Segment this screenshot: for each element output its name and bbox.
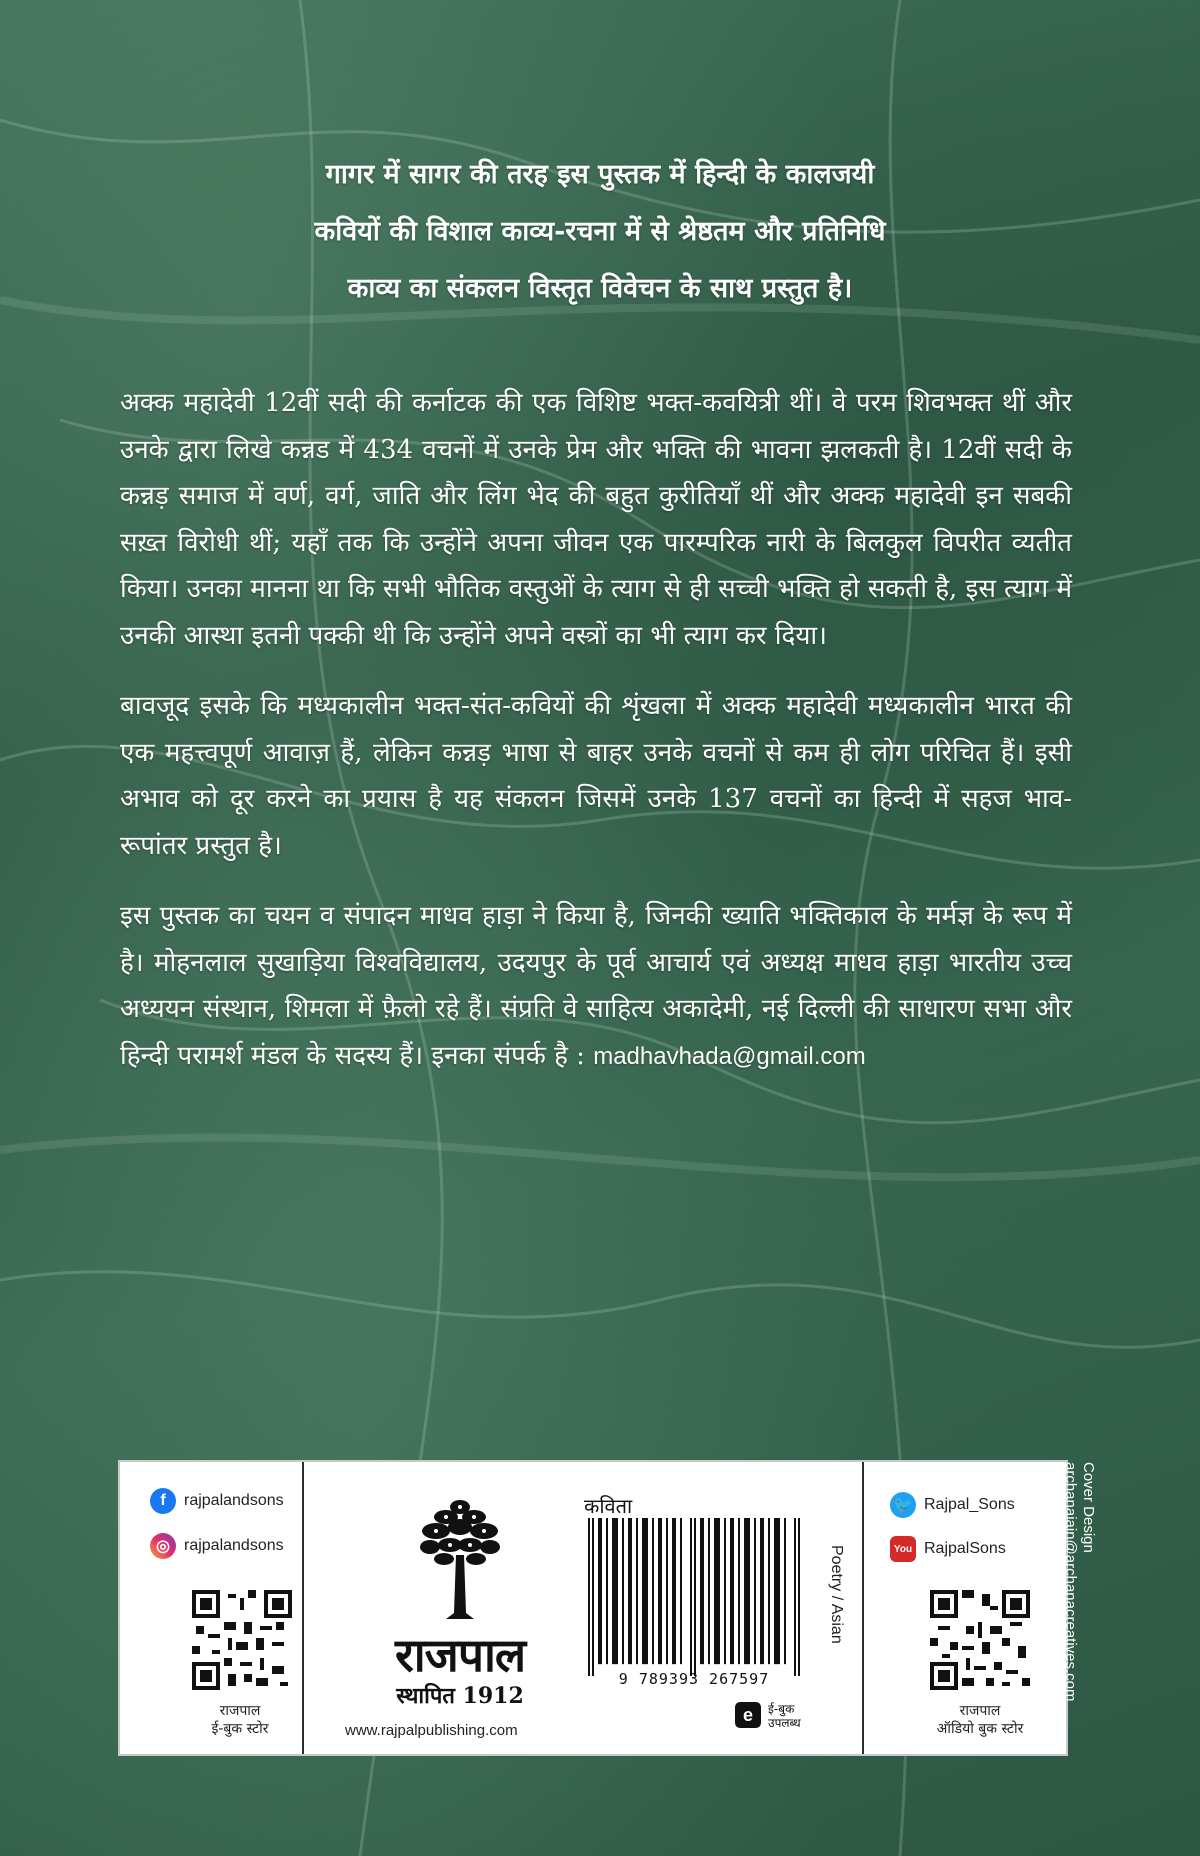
tree-logo-icon	[420, 1495, 500, 1620]
ebook-line: ई-बुक	[768, 1702, 795, 1716]
ebook-store-qr-code[interactable]	[192, 1590, 292, 1690]
divider	[862, 1462, 864, 1754]
youtube-icon: You	[890, 1536, 916, 1562]
qr-caption-line: ऑडियो बुक स्टोर	[936, 1721, 1024, 1737]
instagram-icon: ◎	[150, 1533, 176, 1559]
facebook-icon: f	[150, 1488, 176, 1514]
paragraph-about-akka: अक्क महादेवी 12वीं सदी की कर्नाटक की एक विशिष्ट भक्त-कवयित्री थीं। वे परम शिवभक्त थीं और उनके द्वारा लिखे कन्नड में 434 वचनों में उनके प्रेम और भक्ति की भावना झलकती है। 12वीं सदी के कन्नड़ समाज में वर्ण, वर्ग, जाति और लिंग भेद की बहुत कुरीतियाँ थीं और अक्क महादेवी इन सबकी सख़्त विरोधी थीं; यहाँ तक कि उन्होंने अपना जीवन एक पारम्परिक नारी के बिलकुल विपरीत व्यतीत किया। उनका मानना था कि सभी भौतिक वस्तुओं के त्याग से ही सच्ची भक्ति हो सकती है, इस त्याग में उनकी आस्था इतनी पक्की थी कि उन्होंने अपने वस्त्रों का भी त्याग कर दिया।	[120, 388, 1072, 651]
qr-caption-line: राजपाल	[219, 1703, 261, 1719]
intro-line: गागर में सागर की तरह इस पुस्तक में हिन्दी के कालजयी	[325, 159, 875, 190]
twitter-icon: 🐦	[890, 1492, 916, 1518]
credit-email: archanajain@archanacreatives.com	[1062, 1462, 1079, 1702]
intro-line: काव्य का संकलन विस्तृत विवेचन के साथ प्रस्तुत है।	[347, 273, 853, 304]
instagram-link[interactable]	[150, 1533, 284, 1559]
audiobook-store-caption	[890, 1702, 1070, 1738]
twitter-link[interactable]	[890, 1492, 1015, 1518]
intro-blurb	[150, 146, 1050, 317]
isbn-barcode	[584, 1518, 808, 1676]
facebook-handle: rajpalandsons	[184, 1492, 284, 1509]
intro-line: कवियों की विशाल काव्य-रचना में से श्रेष्ठतम और प्रतिनिधि	[314, 216, 886, 247]
description	[120, 380, 1072, 1104]
youtube-link[interactable]	[890, 1536, 1006, 1562]
qr-caption-line: राजपाल	[959, 1703, 1001, 1719]
publisher-website[interactable]: www.rajpalpublishing.com	[345, 1722, 518, 1739]
ebook-available	[768, 1702, 801, 1730]
editor-email[interactable]: madhavhada@gmail.com	[593, 1042, 866, 1070]
qr-caption-line: ई-बुक स्टोर	[211, 1721, 269, 1737]
facebook-link[interactable]	[150, 1488, 284, 1514]
ebook-icon: e	[735, 1702, 761, 1728]
genre-label: कविता	[584, 1494, 633, 1518]
twitter-handle: Rajpal_Sons	[924, 1496, 1015, 1513]
instagram-handle: rajpalandsons	[184, 1537, 284, 1554]
cover-design-credit	[1061, 1462, 1097, 1702]
editor-bio: इस पुस्तक का चयन व संपादन माधव हाड़ा ने किया है, जिनकी ख्याति भक्तिकाल के मर्मज्ञ के रूप में है। मोहनलाल सुखाड़िया विश्वविद्यालय, उदयपुर के पूर्व आचार्य एवं अध्यक्ष माधव हाड़ा भारतीय उच्च अध्ययन संस्थान, शिमला में फ़ैलो रहे हैं। संप्रति वे साहित्य अकादेमी, नई दिल्ली की साधारण सभा और हिन्दी परामर्श मंडल के सदस्य हैं। इनका संपर्क है :	[120, 901, 1072, 1071]
book-category: Poetry / Asian	[828, 1545, 845, 1644]
credit-title: Cover Design	[1080, 1462, 1097, 1553]
paragraph-about-collection: बावजूद इसके कि मध्यकालीन भक्त-संत-कवियों की शृंखला में अक्क महादेवी मध्यकालीन भारत की एक महत्त्वपूर्ण आवाज़ हैं, लेकिन कन्नड़ भाषा से बाहर उनके वचनों से कम ही लोग परिचित हैं। इसी अभाव को दूर करने का प्रयास है यह संकलन जिसमें उनके 137 वचनों का हिन्दी में सहज भाव-रूपांतर प्रस्तुत है।	[120, 691, 1072, 861]
isbn-number: 9 789393 267597	[618, 1670, 770, 1688]
ebook-line: उपलब्ध	[768, 1716, 801, 1730]
audiobook-store-qr-code[interactable]	[930, 1590, 1030, 1690]
paragraph-about-editor	[120, 893, 1072, 1080]
publisher-logo-name: राजपाल	[394, 1628, 526, 1682]
youtube-handle: RajpalSons	[924, 1540, 1006, 1557]
ebook-store-caption	[160, 1702, 320, 1738]
publisher-established: स्थापित 1912	[396, 1683, 524, 1709]
